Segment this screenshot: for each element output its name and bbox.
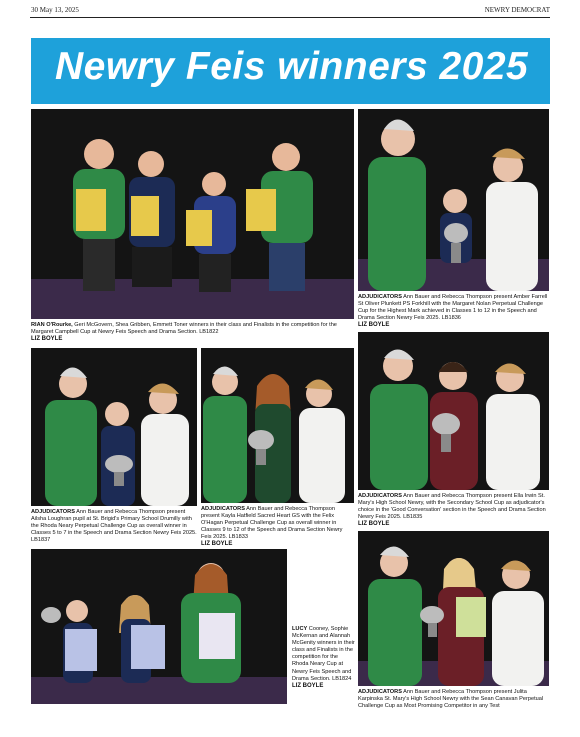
caption-text: Ann Bauer and Rebecca Thompson present Kayla Hatfield Sacred Heart GS with the Felix O'Hagan Perpetual Challenge Cup as overall winner in Classes 9 to 12 of the Speech and Drama Section Newry Feis 2025. LB1833 [201, 506, 343, 541]
photo-credit: LIZ BOYLE [31, 336, 63, 343]
photo-kayla-hatfield-cup [201, 348, 354, 503]
caption-lead: ADJUDICATORS [358, 294, 402, 300]
folio-date: 30 May 13, 2025 [31, 6, 79, 14]
caption-photo-2 [358, 294, 550, 329]
photo-three-girls-certificates [31, 549, 287, 704]
caption-lead: ADJUDICATORS [31, 509, 75, 515]
photo-credit: LIZ BOYLE [358, 521, 390, 528]
photo-four-children-certificates [31, 109, 354, 319]
caption-photo-3 [31, 509, 197, 544]
headline-banner [31, 38, 550, 104]
caption-lead: RIAN O'Rourke, [31, 322, 73, 328]
headline: Newry Feis winners 2025 [55, 45, 529, 88]
photo-julita-karpinska-cup [358, 531, 549, 686]
caption-photo-5 [358, 493, 550, 528]
caption-lead: ADJUDICATORS [358, 689, 402, 695]
photo-credit: LIZ BOYLE [201, 541, 233, 548]
photo-credit: LIZ BOYLE [292, 682, 324, 689]
caption-lead: ADJUDICATORS [201, 506, 245, 512]
caption-photo-4 [201, 506, 354, 549]
photo-amber-farrell-cup [358, 109, 549, 291]
caption-photo-7 [358, 689, 550, 710]
caption-lead: LUCY [292, 626, 308, 632]
folio-publication: NEWRY DEMOCRAT [484, 6, 550, 14]
caption-text: Geri McGovern, Shea Gribben, Emmett Toner winners in their class and Finalists in the competition for the Margaret Campbell Cup at Newry Feis Speech and Drama Section. LB1822 [31, 322, 337, 336]
caption-text: Ann Bauer and Rebecca Thompson present Amber Farrell St Oliver Plunkett PS Forkhill with the Margaret Nolan Perpetual Challenge Cup for the Highest Mark achieved in Classes 1 to 12 in the Speech and Drama Section Newry Feis 2025. LB1836 [358, 294, 548, 322]
caption-photo-1 [31, 322, 354, 343]
caption-text: Ann Bauer and Rebecca Thompson present Ella Irwin St. Mary's High School Newry, with the Secondary School Cup as adjudicator's choice in the 'Good Conversation' section in the Speech and Drama Section Newry Feis 2025. LB1835 [358, 493, 546, 521]
header-rule [30, 17, 550, 18]
caption-text: Ann Bauer and Rebecca Thompson present Julita Karpinska St. Mary's High School Newry with the Sean Canavan Perpetual Challenge Cup as Most Promising Competitor in any Test [358, 689, 544, 710]
photo-credit: LIZ BOYLE [358, 322, 390, 329]
caption-text: Ann Bauer and Rebecca Thompson present Ailsha Loughran pupil at St. Brigid's Primary School Drumilly with the Rhoda Neary Perpetual Challenge Cup as overall winner in Classes 5 to 7 in the Speech and Drama Section Newry Feis 2025. LB1837 [31, 509, 197, 544]
caption-photo-6 [292, 626, 356, 690]
caption-text: Cooney, Sophie McKernan and Alannah McGenity winners in their class and Finalists in the competition for the Rhoda Neary Cup at Newry Feis Speech and Drama Section. LB1824 [292, 626, 355, 682]
photo-ailsha-loughran-cup [31, 348, 197, 506]
photo-ella-irwin-cup [358, 332, 549, 490]
caption-lead: ADJUDICATORS [358, 493, 402, 499]
